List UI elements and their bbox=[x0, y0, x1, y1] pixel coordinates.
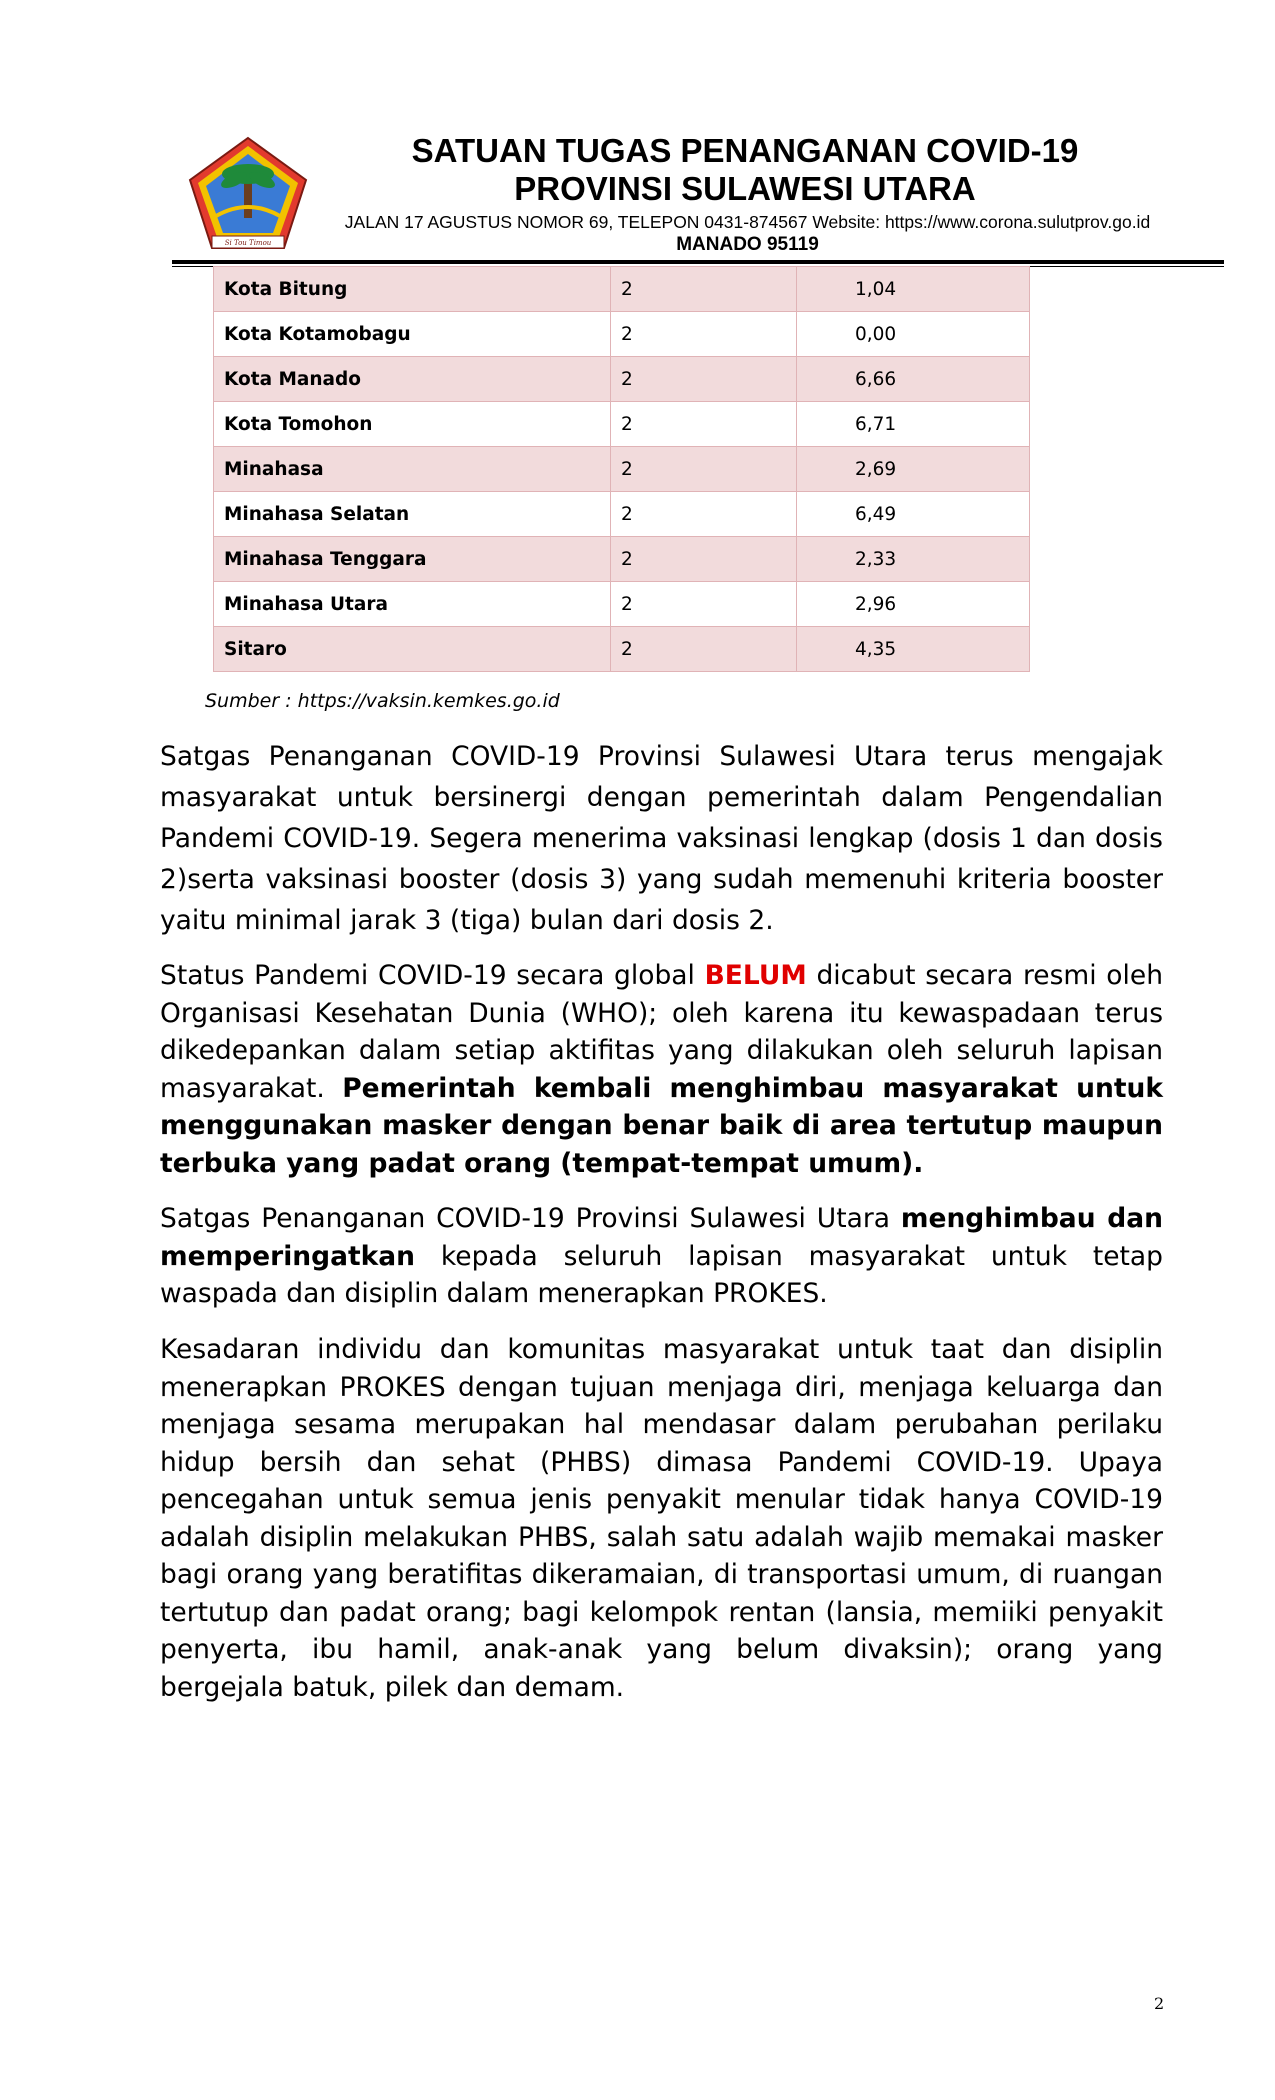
paragraph-vaccination-appeal: Satgas Penanganan COVID-19 Provinsi Sulawesi Utara terus mengajak masyarakat untuk bersinergi dengan pemerintah dalam Pengendalian Pandemi COVID-19. Segera menerima vaksinasi lengkap (dosis 1 dan dosis 2)serta vaksinasi booster (dosis 3) yang sudah memenuhi kriteria booster yaitu minimal jarak 3 (tiga) bulan dari dosis 2. bbox=[160, 741, 1163, 936]
table-cell-region: Kota Kotamobagu bbox=[214, 312, 611, 357]
paragraph-pandemic-status bbox=[160, 957, 1163, 1182]
table-cell-rate: 2,69 bbox=[797, 447, 1030, 492]
table-cell-value: 2 bbox=[611, 492, 797, 537]
table-cell-value: 2 bbox=[611, 537, 797, 582]
table-cell-value: 2 bbox=[611, 312, 797, 357]
table-row bbox=[214, 582, 1030, 627]
header-address: JALAN 17 AGUSTUS NOMOR 69, TELEPON 0431-874567 Website: https://www.corona.sulutprov.go.id bbox=[344, 212, 1151, 232]
table-cell-region: Minahasa Selatan bbox=[214, 492, 611, 537]
paragraph-text: kepada seluruh lapisan masyarakat untuk tetap waspada dan disiplin dalam menerapkan PROKES. bbox=[160, 1240, 1163, 1309]
table-cell-value: 2 bbox=[611, 447, 797, 492]
header-rule-thick bbox=[172, 260, 1224, 264]
table-row bbox=[214, 312, 1030, 357]
table-cell-value: 2 bbox=[611, 402, 797, 447]
header-title-line2: PROVINSI SULAWESI UTARA bbox=[514, 170, 976, 207]
page-number: 2 bbox=[1154, 1994, 1165, 2013]
table-cell-rate: 2,33 bbox=[797, 537, 1030, 582]
table-cell-value: 2 bbox=[611, 357, 797, 402]
table-row bbox=[214, 447, 1030, 492]
table-cell-rate: 0,00 bbox=[797, 312, 1030, 357]
table-row bbox=[214, 627, 1030, 672]
table-cell-region: Minahasa Utara bbox=[214, 582, 611, 627]
paragraph-text: dicabut secara resmi oleh Organisasi Kesehatan Dunia (WHO); oleh karena itu kewaspadaan terus dikedepankan dalam setiap aktifitas yang dilakukan oleh seluruh lapisan masyarakat. bbox=[160, 960, 1163, 1104]
emphasis-belum: BELUM bbox=[704, 960, 807, 991]
table-cell-region: Minahasa Tenggara bbox=[214, 537, 611, 582]
table-row bbox=[214, 537, 1030, 582]
table-row bbox=[214, 267, 1030, 312]
province-emblem-logo bbox=[186, 136, 310, 252]
paragraph-text: Satgas Penanganan COVID-19 Provinsi Sulawesi Utara bbox=[160, 1203, 901, 1234]
table-cell-value: 2 bbox=[611, 582, 797, 627]
table-cell-rate: 1,04 bbox=[797, 267, 1030, 312]
table-row bbox=[214, 492, 1030, 537]
table-source-note: Sumber : https://vaksin.kemkes.go.id bbox=[205, 690, 560, 712]
paragraph-text: Status Pandemi COVID-19 secara global bbox=[160, 960, 705, 991]
table-cell-rate: 6,66 bbox=[797, 357, 1030, 402]
table-cell-rate: 6,49 bbox=[797, 492, 1030, 537]
logo-motto: Si Tou Timou bbox=[224, 239, 272, 247]
table-row bbox=[214, 402, 1030, 447]
table-cell-region: Kota Bitung bbox=[214, 267, 611, 312]
table-cell-rate: 6,71 bbox=[797, 402, 1030, 447]
table-cell-value: 2 bbox=[611, 267, 797, 312]
table-cell-region: Kota Manado bbox=[214, 357, 611, 402]
table-cell-rate: 4,35 bbox=[797, 627, 1030, 672]
table-cell-region: Minahasa bbox=[214, 447, 611, 492]
bold-mask-appeal: Pemerintah kembali menghimbau masyarakat untuk menggunakan masker dengan benar baik di area tertutup maupun terbuka yang padat orang (tempat-tempat umum). bbox=[160, 1072, 1163, 1179]
table-cell-rate: 2,96 bbox=[797, 582, 1030, 627]
table-cell-region: Kota Tomohon bbox=[214, 402, 611, 447]
table-row bbox=[214, 357, 1030, 402]
bold-warning: menghimbau dan memperingatkan bbox=[160, 1203, 1163, 1272]
vaccination-data-table bbox=[213, 266, 1030, 672]
table-cell-value: 2 bbox=[611, 627, 797, 672]
paragraph-warning bbox=[160, 1200, 1163, 1313]
table-cell-region: Sitaro bbox=[214, 627, 611, 672]
paragraph-phbs: Kesadaran individu dan komunitas masyarakat untuk taat dan disiplin menerapkan PROKES dengan tujuan menjaga diri, menjaga keluarga dan menjaga sesama merupakan hal mendasar dalam perubahan perilaku hidup bersih dan sehat (PHBS) dimasa Pandemi COVID-19. Upaya pencegahan untuk semua jenis penyakit menular tidak hanya COVID-19 adalah disiplin melakukan PHBS, salah satu adalah wajib memakai masker bagi orang yang beratifitas dikeramaian, di transportasi umum, di ruangan tertutup dan padat orang; bagi kelompok rentan (lansia, memiiki penyakit penyerta, ibu hamil, anak-anak yang belum divaksin); orang yang bergejala batuk, pilek dan demam. bbox=[160, 1334, 1163, 1703]
header-title-line1: SATUAN TUGAS PENANGANAN COVID-19 bbox=[411, 132, 1079, 169]
header-city: MANADO 95119 bbox=[676, 234, 819, 255]
